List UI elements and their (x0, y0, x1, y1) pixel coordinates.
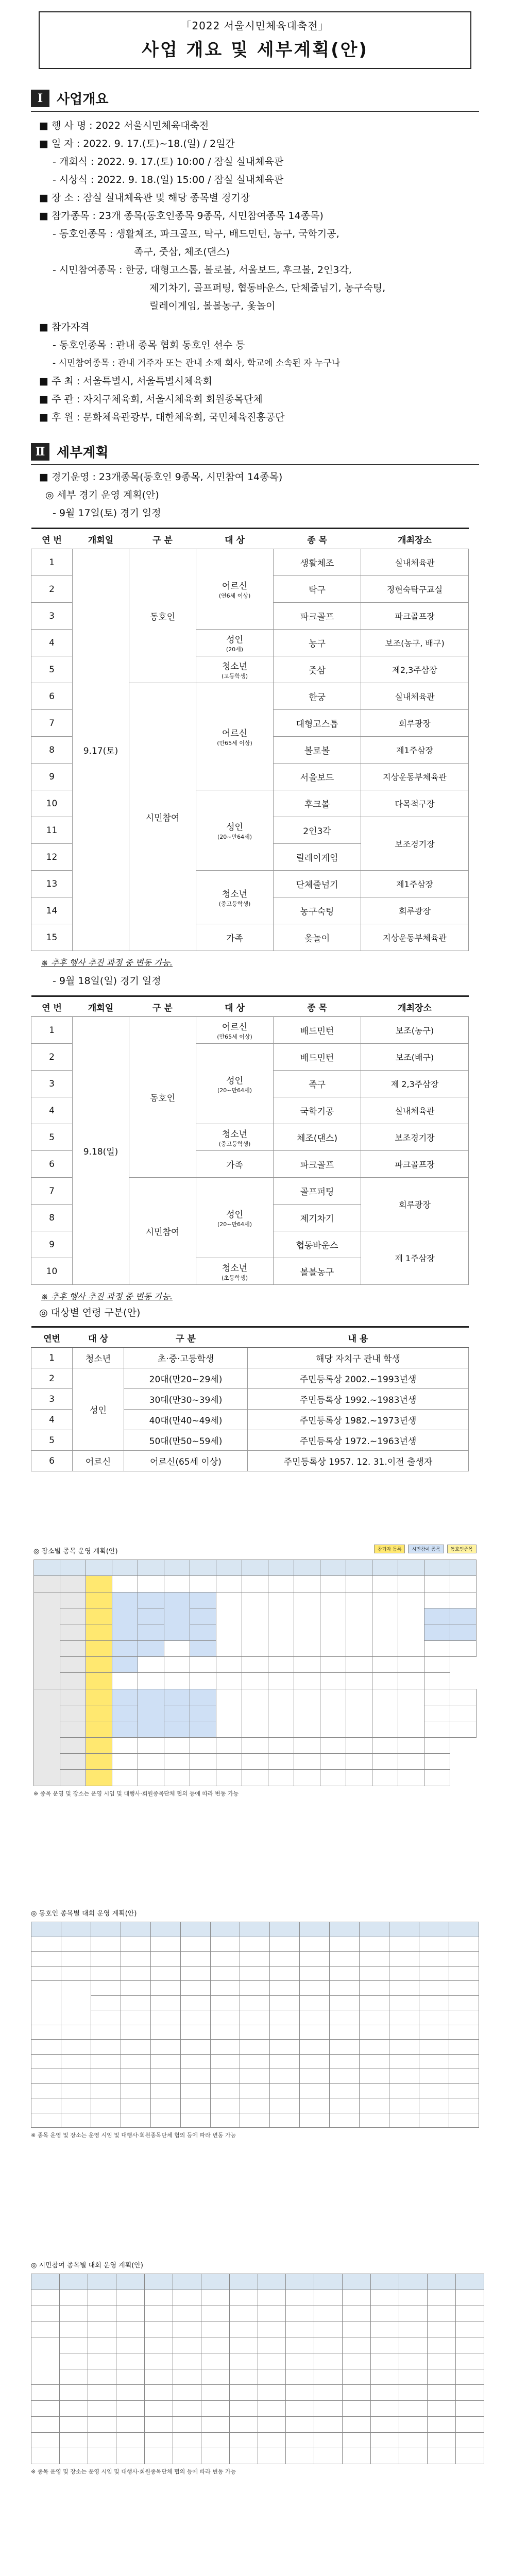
overview-organizer: ■ 주 관 : 자치구체육회, 서울시체육회 회원종목단체 (39, 394, 263, 405)
row-no: 1 (31, 1017, 73, 1044)
target-sub: (20~만64세) (217, 1221, 252, 1228)
target-cell (196, 549, 274, 630)
citizen-schedule-note: ※ 종목 운영 및 장소는 운영 시임 및 대행사·회원종목단체 협의 등에 따라 변동 가능 (31, 2468, 236, 2475)
sport-cell: 후크볼 (274, 790, 361, 817)
row-no: 7 (31, 710, 73, 737)
legend (374, 1545, 477, 1553)
sport-cell: 협동바운스 (274, 1231, 361, 1258)
row-no: 4 (31, 1097, 73, 1124)
row-no: 5 (31, 1124, 73, 1151)
sport-cell: 한궁 (274, 683, 361, 710)
target-cell (196, 1178, 274, 1258)
target-cell (196, 790, 274, 871)
section-2-title: 세부계획 (57, 445, 109, 461)
legend-item: 참가자 등록 (374, 1545, 405, 1553)
target-cell: 가족 (196, 924, 274, 951)
division-cell: 50대(만50~59세) (124, 1430, 248, 1451)
plan-detail-title: ◎ 세부 경기 운영 계획(안) (45, 489, 159, 501)
col-no: 연번 (31, 1327, 73, 1348)
day1-division-club: 동호인 (129, 549, 196, 683)
row-no: 11 (31, 817, 73, 844)
col-target: 대 상 (196, 529, 274, 549)
target-cell (196, 1044, 274, 1124)
sport-cell: 농구 (274, 630, 361, 656)
section-2-number: Ⅱ (31, 443, 49, 461)
row-no: 6 (31, 1451, 73, 1471)
venue-cell: 제1주삼장 (361, 871, 469, 897)
target-cell (196, 1258, 274, 1285)
target-label: 어르신 (222, 581, 248, 591)
sport-cell: 골프퍼팅 (274, 1178, 361, 1205)
day2-division-club: 동호인 (129, 1017, 196, 1178)
row-no: 7 (31, 1178, 73, 1205)
overview-club-sports-cont: 족구, 줏삼, 체조(댄스) (134, 246, 230, 258)
venue-schedule-title: ◎ 장소별 종목 운영 계획(안) (33, 1548, 118, 1555)
day2-note: ※ 추후 행사 추진 과정 중 변동 가능. (41, 1292, 173, 1301)
venue-cell: 실내체육관 (361, 1097, 469, 1124)
target-label: 성인 (226, 1210, 243, 1220)
target-cell (196, 630, 274, 656)
target-sub: (20~만64세) (217, 1087, 252, 1094)
venue-cell: 보조경기장 (361, 817, 469, 871)
division-cell: 초·중·고등학생 (124, 1348, 248, 1368)
row-no: 9 (31, 764, 73, 790)
sport-cell: 파크골프 (274, 1151, 361, 1178)
legend-item: 시민참여 종목 (408, 1545, 444, 1553)
row-no: 4 (31, 1410, 73, 1430)
sport-cell: 탁구 (274, 576, 361, 603)
content-cell: 주민등록상 1957. 12. 31.이전 출생자 (248, 1451, 469, 1471)
club-schedule-note: ※ 종목 운영 및 장소는 운영 시임 및 대행사·회원종목단체 협의 등에 따라 변동 가능 (31, 2132, 236, 2139)
row-no: 5 (31, 1430, 73, 1451)
target-label: 어르신 (222, 1022, 248, 1032)
row-no: 15 (31, 924, 73, 951)
sport-cell: 제기차기 (274, 1205, 361, 1231)
venue-cell: 보조(농구, 배구) (361, 630, 469, 656)
row-no: 13 (31, 871, 73, 897)
venue-cell: 지상운동부체육관 (361, 924, 469, 951)
overview-event-name: ■ 행 사 명 : 2022 서울시민체육대축전 (39, 120, 209, 131)
target-cell: 가족 (196, 1151, 274, 1178)
division-cell: 어르신(65세 이상) (124, 1451, 248, 1471)
col-date: 개회일 (73, 996, 129, 1017)
row-no: 2 (31, 1044, 73, 1071)
legend-item: 동호인종목 (447, 1545, 477, 1553)
overview-award: - 시상식 : 2022. 9. 18.(일) 15:00 / 잠실 실내체육관 (53, 174, 284, 185)
plan-operation: ■ 경기운영 : 23개종목(동호인 9종목, 시민참여 14종목) (39, 471, 283, 483)
sport-cell: 배드민턴 (274, 1044, 361, 1071)
venue-cell: 회루광장 (361, 897, 469, 924)
row-no: 2 (31, 1368, 73, 1389)
target-cell: 청소년 (73, 1348, 124, 1368)
venue-cell: 파크골프장 (361, 1151, 469, 1178)
venue-cell: 제2,3주삼장 (361, 656, 469, 683)
target-cell: 어르신 (73, 1451, 124, 1471)
target-sub: (중고등학생) (218, 1141, 251, 1147)
venue-schedule-image (33, 1538, 477, 1798)
overview-eligibility: ■ 참가자격 (39, 321, 90, 333)
citizen-schedule-grid (31, 2274, 484, 2464)
sport-cell: 체조(댄스) (274, 1124, 361, 1151)
section-1-number: Ⅰ (31, 90, 49, 107)
overview-citizen-sports-cont1: 제기차기, 골프퍼팅, 협동바운스, 단체줄넘기, 농구숙팅, (149, 282, 386, 294)
target-label: 성인 (226, 822, 243, 833)
row-no: 6 (31, 683, 73, 710)
row-no: 1 (31, 1348, 73, 1368)
club-schedule-image (31, 1908, 479, 2139)
sport-cell: 국학기공 (274, 1097, 361, 1124)
venue-cell: 보조경기장 (361, 1124, 469, 1151)
day2-schedule-table (31, 995, 469, 1285)
club-schedule-grid (31, 1922, 479, 2128)
overview-sports: ■ 참가종목 : 23개 종목(동호인종목 9종목, 시민참여종목 14종목) (39, 210, 324, 222)
col-division: 구 분 (124, 1327, 248, 1348)
venue-cell: 보조(배구) (361, 1044, 469, 1071)
row-no: 1 (31, 549, 73, 576)
venue-cell: 다목적구장 (361, 790, 469, 817)
content-cell: 해당 자치구 관내 학생 (248, 1348, 469, 1368)
col-venue: 개최장소 (361, 996, 469, 1017)
sport-cell: 배드민턴 (274, 1017, 361, 1044)
col-target: 대 상 (196, 996, 274, 1017)
sport-cell: 줏삼 (274, 656, 361, 683)
sport-cell: 볼볼농구 (274, 1258, 361, 1285)
overview-opening: - 개회식 : 2022. 9. 17.(토) 10:00 / 잠실 실내체육관 (53, 156, 284, 167)
day1-heading: - 9월 17일(토) 경기 일정 (53, 507, 161, 519)
content-cell: 주민등록상 1992.~1983년생 (248, 1389, 469, 1410)
day2-division-citizen: 시민참여 (129, 1178, 196, 1285)
venue-cell: 제1주삼장 (361, 737, 469, 764)
venue-cell: 파크골프장 (361, 603, 469, 630)
sport-cell: 농구숙팅 (274, 897, 361, 924)
target-cell: 성인 (73, 1368, 124, 1451)
row-no: 10 (31, 1258, 73, 1285)
day2-heading: - 9월 18일(일) 경기 일정 (53, 975, 161, 987)
table-header-row (31, 529, 469, 549)
age-table (31, 1326, 469, 1471)
col-content: 내 용 (248, 1327, 469, 1348)
sport-cell: 대형고스톱 (274, 710, 361, 737)
target-label: 성인 (226, 635, 243, 645)
overview-citizen-sports: - 시민참여종목 : 한궁, 대형고스톱, 볼로볼, 서울보드, 후크볼, 2인3각, (53, 264, 352, 276)
col-no: 연 번 (31, 529, 73, 549)
col-target: 대 상 (73, 1327, 124, 1348)
sport-cell: 릴레이게임 (274, 844, 361, 871)
sport-cell: 파크골프 (274, 603, 361, 630)
col-division: 구 분 (129, 529, 196, 549)
sport-cell: 족구 (274, 1071, 361, 1097)
section-1-title: 사업개요 (57, 92, 109, 107)
target-sub: (연6세 이상) (218, 592, 251, 599)
content-cell: 주민등록상 1982.~1973년생 (248, 1410, 469, 1430)
overview-club-sports: - 동호인종목 : 생활체조, 파크골프, 탁구, 배드민턴, 농구, 국학기공, (53, 228, 339, 240)
target-label: 청소년 (222, 662, 248, 672)
sport-cell: 서울보드 (274, 764, 361, 790)
target-label: 어르신 (222, 728, 248, 739)
overview-date: ■ 일 자 : 2022. 9. 17.(토)~18.(일) / 2일간 (39, 138, 235, 149)
title-box (39, 11, 471, 69)
target-cell (196, 1124, 274, 1151)
row-no: 3 (31, 1071, 73, 1097)
sport-cell: 볼로볼 (274, 737, 361, 764)
overview-venue: ■ 장 소 : 잠실 실내체육관 및 해당 종목별 경기장 (39, 192, 250, 204)
citizen-schedule-title: ◎ 시민참여 종목별 대회 운영 계획(안) (31, 2262, 143, 2269)
target-label: 청소년 (222, 889, 248, 900)
overview-host: ■ 주 최 : 서울특별시, 서울특별시체육회 (39, 376, 212, 387)
content-cell: 주민등록상 1972.~1963년생 (248, 1430, 469, 1451)
overview-sponsor: ■ 후 원 : 문화체육관광부, 대한체육회, 국민체육진흥공단 (39, 412, 285, 423)
day2-date: 9.18(일) (73, 1017, 129, 1285)
table-row (31, 1017, 469, 1044)
row-no: 8 (31, 1205, 73, 1231)
col-no: 연 번 (31, 996, 73, 1017)
sport-cell: 단체줄넘기 (274, 871, 361, 897)
overview-citizen-sports-cont2: 릴레이게임, 볼볼농구, 옻놀이 (149, 300, 276, 312)
target-sub: (만65세 이상) (217, 1033, 252, 1040)
venue-schedule-grid (33, 1560, 477, 1786)
table-row (31, 1451, 469, 1471)
col-division: 구 분 (129, 996, 196, 1017)
target-cell (196, 683, 274, 790)
row-no: 9 (31, 1231, 73, 1258)
target-sub: (고등학생) (221, 673, 248, 680)
target-cell (196, 871, 274, 924)
target-cell (196, 656, 274, 683)
venue-cell: 제 1주삼장 (361, 1231, 469, 1285)
row-no: 4 (31, 630, 73, 656)
day1-date: 9.17(토) (73, 549, 129, 951)
venue-cell: 지상운동부체육관 (361, 764, 469, 790)
target-cell (196, 1017, 274, 1044)
target-label: 청소년 (222, 1129, 248, 1140)
citizen-schedule-image (31, 2260, 484, 2476)
club-schedule-title: ◎ 동호인 종목별 대회 운영 계획(안) (31, 1910, 137, 1918)
target-sub: (초등학생) (221, 1275, 248, 1281)
venue-cell: 보조(농구) (361, 1017, 469, 1044)
venue-cell: 실내체육관 (361, 683, 469, 710)
col-date: 개회일 (73, 529, 129, 549)
venue-cell: 정현숙탁구교실 (361, 576, 469, 603)
sport-cell: 옻놀이 (274, 924, 361, 951)
content-cell: 주민등록상 2002.~1993년생 (248, 1368, 469, 1389)
row-no: 5 (31, 656, 73, 683)
venue-cell: 회루광장 (361, 1178, 469, 1231)
row-no: 2 (31, 576, 73, 603)
col-venue: 개최장소 (361, 529, 469, 549)
age-title: ◎ 대상별 연령 구분(안) (39, 1307, 141, 1318)
overview-eligibility-club: - 동호인종목 : 관내 종목 협회 동호인 선수 등 (53, 340, 245, 351)
row-no: 6 (31, 1151, 73, 1178)
section-1-heading (31, 89, 479, 112)
day1-division-citizen: 시민참여 (129, 683, 196, 951)
doc-title: 사업 개요 및 세부계획(안) (141, 40, 369, 60)
venue-schedule-note: ※ 종목 운영 및 장소는 운영 시임 및 대행사·회원종목단체 협의 등에 따라 변동 가능 (33, 1790, 239, 1797)
target-sub: (20~만64세) (217, 834, 252, 840)
table-header-row (31, 1327, 469, 1348)
row-no: 3 (31, 603, 73, 630)
target-sub: (중고등학생) (218, 901, 251, 907)
division-cell: 30대(만30~39세) (124, 1389, 248, 1410)
row-no: 10 (31, 790, 73, 817)
venue-cell: 회루광장 (361, 710, 469, 737)
col-sport: 종 목 (274, 996, 361, 1017)
col-sport: 종 목 (274, 529, 361, 549)
venue-cell: 실내체육관 (361, 549, 469, 576)
section-2-heading (31, 442, 479, 465)
table-header-row (31, 996, 469, 1017)
day1-schedule-table (31, 528, 469, 951)
target-label: 청소년 (222, 1263, 248, 1274)
row-no: 8 (31, 737, 73, 764)
target-sub: (만65세 이상) (217, 740, 252, 747)
overview-block (31, 117, 479, 427)
row-no: 3 (31, 1389, 73, 1410)
table-row (31, 549, 469, 576)
doc-subtitle: 「2022 서울시민체육대축전」 (181, 20, 329, 32)
target-sub: (20세) (226, 646, 244, 653)
division-cell: 40대(만40~49세) (124, 1410, 248, 1430)
target-label: 성인 (226, 1076, 243, 1086)
sport-cell: 생활체조 (274, 549, 361, 576)
sport-cell: 2인3각 (274, 817, 361, 844)
overview-eligibility-citizen: - 시민참여종목 : 관내 거주자 또는 관내 소재 회사, 학교에 소속된 자 누구나 (53, 358, 341, 368)
row-no: 14 (31, 897, 73, 924)
venue-cell: 제 2,3주삼장 (361, 1071, 469, 1097)
row-no: 12 (31, 844, 73, 871)
table-row (31, 1368, 469, 1389)
table-row (31, 1348, 469, 1368)
day1-note: ※ 추후 행사 추진 과정 중 변동 가능. (41, 958, 173, 968)
division-cell: 20대(만20~29세) (124, 1368, 248, 1389)
